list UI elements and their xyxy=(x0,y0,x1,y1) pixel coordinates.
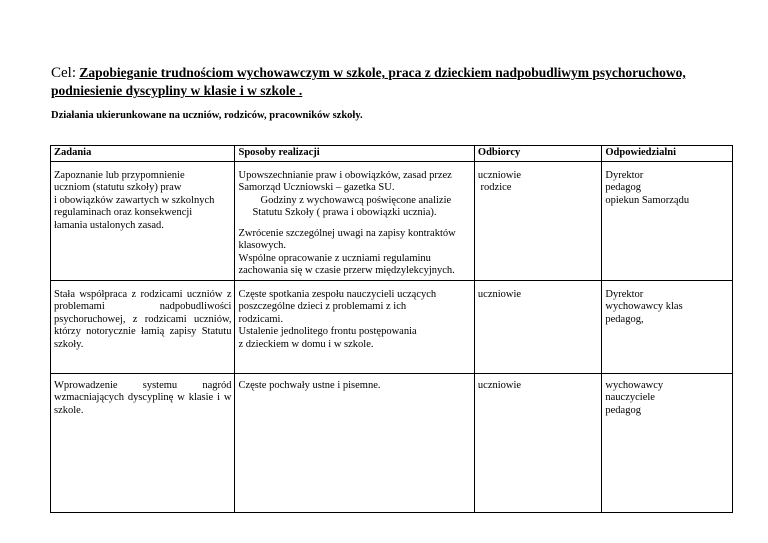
methods-cell xyxy=(235,161,474,280)
methods-cell xyxy=(235,373,474,512)
cell-line: wychowawcy klas xyxy=(605,301,683,312)
task-cell: Wprowadzenie systemu nagród wzmacniających dyscyplinę w klasie i w szkole. xyxy=(51,373,235,512)
cell-line: uczniowie xyxy=(477,379,522,391)
cell-line: Upowszechnianie praw i obowiązków, zasad przez xyxy=(238,169,452,181)
cell-line: Dyrektor xyxy=(605,288,644,300)
cell-line: pedagog, xyxy=(605,313,644,325)
table-row xyxy=(51,373,733,512)
cell-line: rodzicami. xyxy=(238,313,284,325)
cell-line: i obowiązków zawartych w szkolnych xyxy=(54,194,215,206)
cell-line: uczniowie xyxy=(477,288,522,300)
cell-line: poszczególne dzieci z problemami z ich xyxy=(238,301,407,312)
recipients-cell xyxy=(474,161,601,280)
goal-heading xyxy=(51,64,731,99)
table-row xyxy=(51,161,733,280)
cell-line: Częste pochwały ustne i pisemne. xyxy=(238,379,381,391)
actions-table xyxy=(50,145,733,513)
cell-line: pedagog xyxy=(605,182,641,193)
recipients-cell xyxy=(474,373,601,512)
methods-cell xyxy=(235,280,474,373)
responsible-cell xyxy=(602,373,733,512)
cell-line: regulaminach oraz konsekwencji xyxy=(54,207,193,218)
cell-line: klasowych. xyxy=(238,240,287,251)
cell-line: Częste spotkania zespołu nauczycieli uczących xyxy=(238,288,437,300)
task-cell xyxy=(51,161,235,280)
goal-label: Cel: xyxy=(51,65,76,81)
goal-title: Zapobieganie trudnościom wychowawczym w szkole, praca z dzieckiem nadpobudliwym psychoruchowo, podniesienie dyscypliny w klasie i w szkole . xyxy=(51,65,686,98)
table-header-row xyxy=(51,146,733,162)
cell-line: wychowawcy xyxy=(605,379,664,391)
recipients-cell xyxy=(474,280,601,373)
cell-line: Zwrócenie szczególnej uwagi na zapisy kontraktów xyxy=(238,227,456,239)
header-tasks: Zadania xyxy=(51,146,235,162)
cell-line: z dzieckiem w domu i w szkole. xyxy=(238,338,374,350)
task-cell: Stała współpraca z rodzicami uczniów z problemami nadpobudliwości psychoruchowej, z rodzicami uczniów, którzy notorycznie łamią zapisy Statutu szkoły. xyxy=(51,280,235,373)
cell-line: Godziny z wychowawcą poświęcone analizie xyxy=(260,194,452,206)
header-responsible: Odpowiedzialni xyxy=(602,146,733,162)
cell-line: Wspólne opracowanie z uczniami regulaminu xyxy=(238,252,431,264)
table-row xyxy=(51,280,733,373)
cell-line: pedagog xyxy=(605,404,641,416)
cell-line: zachowania się w czasie przerw międzylekcyjnych. xyxy=(238,265,455,276)
cell-line: Ustalenie jednolitego frontu postępowania xyxy=(238,326,417,337)
cell-line: Dyrektor xyxy=(605,169,644,181)
responsible-cell xyxy=(602,161,733,280)
cell-line: Samorząd Uczniowski – gazetka SU. xyxy=(238,182,395,193)
cell-line: rodzice xyxy=(477,182,512,193)
section-subtitle: Działania ukierunkowane na uczniów, rodziców, pracowników szkoły. xyxy=(51,110,363,121)
cell-line: Statutu Szkoły ( prawa i obowiązki ucznia). xyxy=(252,207,437,218)
header-recipients: Odbiorcy xyxy=(474,146,601,162)
cell-line: uczniom (statutu szkoły) praw xyxy=(54,182,182,193)
responsible-cell xyxy=(602,280,733,373)
cell-line: opiekun Samorządu xyxy=(605,194,690,206)
cell-line: uczniowie xyxy=(477,169,522,181)
cell-line: łamania ustalonych zasad. xyxy=(54,219,164,231)
cell-line: nauczyciele xyxy=(605,392,655,403)
cell-line: Zapoznanie lub przypomnienie xyxy=(54,169,185,181)
header-methods: Sposoby realizacji xyxy=(235,146,474,162)
